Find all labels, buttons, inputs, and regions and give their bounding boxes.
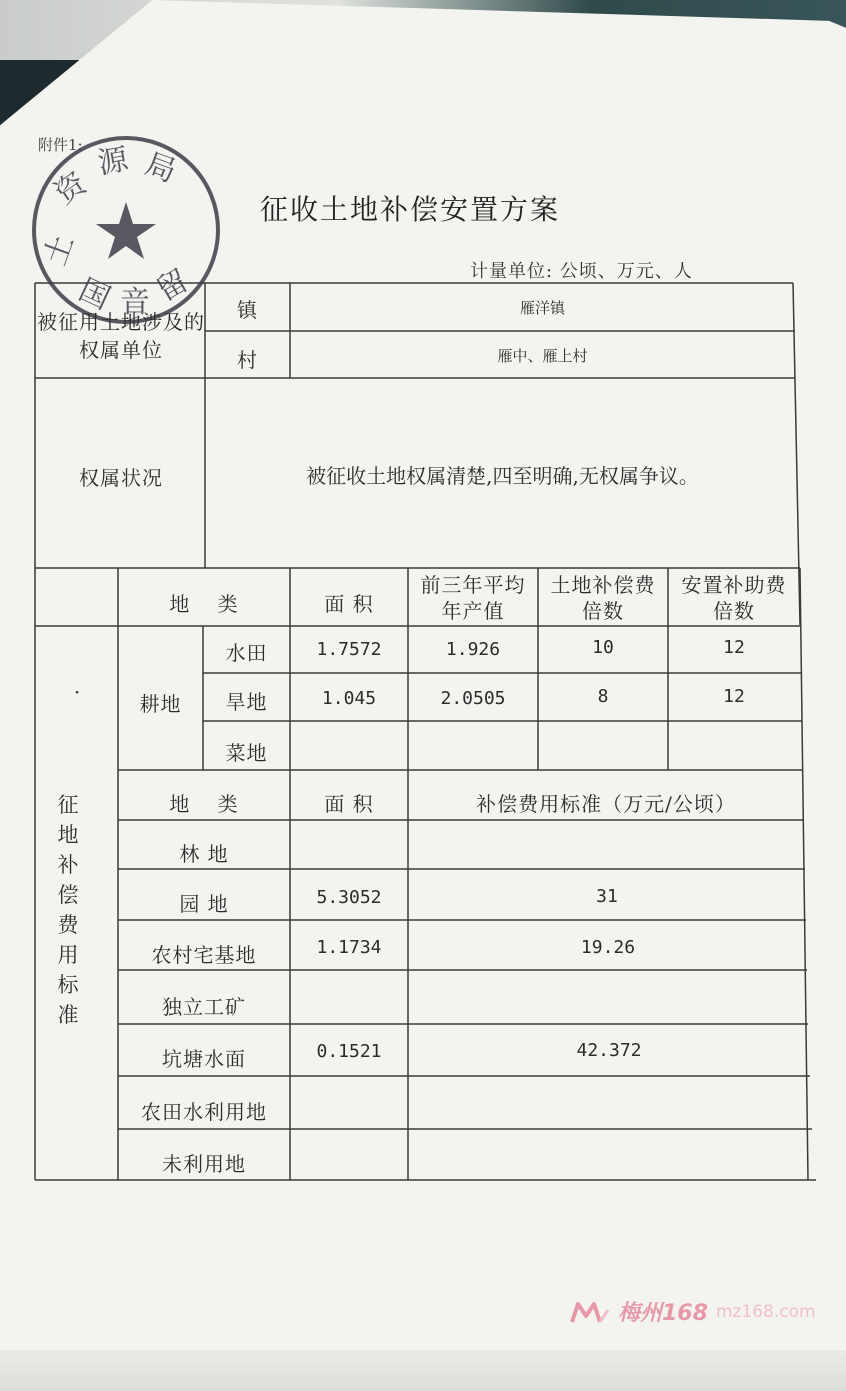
comp-multiple-header: 土地补偿费倍数	[550, 573, 656, 623]
table-row-area: 1.1734	[316, 937, 382, 958]
village-label: 村	[237, 348, 258, 372]
subsidy-multiple-header: 安置补助费倍数	[681, 573, 787, 623]
ownership-status-value: 被征收土地权属清楚,四至明确,无权属争议。	[306, 464, 699, 488]
dot-mark: ·	[73, 680, 81, 704]
svg-text:音: 音	[120, 285, 150, 320]
table-row-type: 独立工矿	[162, 995, 246, 1019]
area-header-2: 面 积	[324, 792, 374, 816]
compensation-standard-label: 征 地 补 偿 费 用 标 准	[57, 793, 79, 1027]
ownership-unit-label: 被征用土地涉及的权属单位	[37, 310, 205, 362]
table-row-area: 5.3052	[316, 887, 382, 908]
table-row-area: 1.045	[321, 688, 377, 709]
annex-label: 附件1:	[38, 136, 83, 154]
avg-output-header: 前三年平均年产值	[420, 573, 526, 623]
area-header: 面 积	[324, 592, 374, 616]
star-icon	[96, 202, 156, 259]
land-type-header-2: 地 类	[169, 792, 239, 816]
town-label: 镇	[237, 298, 258, 322]
watermark-name: 梅州168	[618, 1301, 708, 1326]
svg-text:国: 国	[73, 272, 116, 317]
table-row-avg-output: 1.926	[445, 639, 501, 660]
svg-text:资: 资	[48, 165, 94, 212]
table-row-type: 园 地	[179, 892, 229, 916]
official-seal	[28, 132, 224, 328]
table-row-type: 水田	[225, 641, 268, 665]
standard-header: 补偿费用标准（万元/公顷）	[476, 792, 736, 816]
table-row-subsidy: 12	[723, 686, 745, 707]
farmland-group-label: 耕地	[139, 692, 182, 716]
table-row-standard: 19.26	[580, 937, 636, 958]
land-type-header: 地 类	[169, 592, 239, 616]
table-row-type: 坑塘水面	[162, 1047, 246, 1071]
svg-text:局: 局	[140, 146, 181, 190]
table-row-type: 林 地	[179, 842, 229, 866]
svg-text:留: 留	[150, 263, 195, 309]
document-title: 征收土地补偿安置方案	[259, 193, 560, 226]
table-row-area: 0.1521	[316, 1041, 382, 1062]
svg-text:源: 源	[95, 141, 131, 182]
table-row-standard: 31	[596, 886, 618, 907]
ownership-status-label: 权属状况	[79, 466, 163, 490]
svg-text:土: 土	[37, 229, 81, 271]
logo-icon	[570, 1300, 610, 1324]
table-row-subsidy: 12	[723, 637, 745, 658]
town-value: 雁洋镇	[519, 299, 565, 317]
table-row-avg-output: 2.0505	[440, 688, 506, 709]
table-row-type: 未利用地	[162, 1152, 246, 1176]
table-row-standard: 42.372	[576, 1040, 642, 1061]
table-row-type: 菜地	[225, 741, 268, 765]
village-value: 雁中、雁上村	[497, 347, 588, 365]
watermark-url: mz168.com	[715, 1301, 816, 1322]
table-row-type: 旱地	[225, 690, 268, 714]
table-row-area: 1.7572	[316, 639, 382, 660]
table-row-type: 农村宅基地	[151, 943, 257, 967]
site-watermark	[570, 1296, 816, 1327]
unit-label: 计量单位: 公顷、万元、人	[470, 261, 693, 282]
table-row-comp: 8	[597, 686, 609, 707]
table-row-type: 农田水利用地	[141, 1100, 267, 1124]
table-row-comp: 10	[592, 637, 614, 658]
